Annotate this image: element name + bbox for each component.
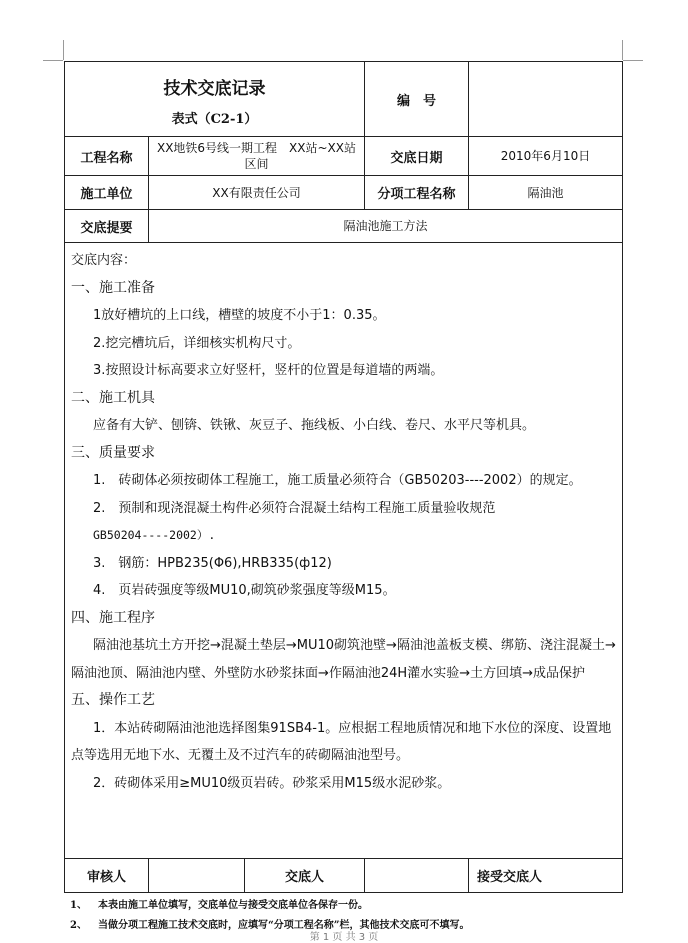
title-cell bbox=[65, 62, 365, 137]
receiver-label: 接受交底人 bbox=[469, 859, 623, 893]
crop-mark bbox=[622, 40, 623, 60]
prep-item-1: 1放好槽坑的上口线，槽壁的坡度不小于1：0.35。 bbox=[93, 308, 386, 323]
date-label: 交底日期 bbox=[365, 137, 469, 176]
reviewer-value[interactable] bbox=[149, 859, 245, 893]
procedure-text: 隔油池基坑土方开挖→混凝土垫层→MU10砌筑池壁→隔油池盖板支模、绑筋、浇注混凝土→隔油池顶、隔油池内壁、外壁防水砂浆抹面→作隔油池24H灌水实验→土方回填→成品保护 bbox=[71, 638, 616, 681]
prep-item-3: 3.按照设计标高要求立好竖杆，竖杆的位置是每道墙的两端。 bbox=[93, 363, 444, 378]
sub-project-value[interactable]: 隔油池 bbox=[469, 176, 623, 210]
section-title-procedure: 四、施工程序 bbox=[71, 609, 155, 626]
unit-value[interactable]: XX有限责任公司 bbox=[149, 176, 365, 210]
note-number: 2、 bbox=[70, 920, 87, 931]
process-item-1: 1．本站砖砌隔油池池选择图集91SB4-1。应根据工程地质情况和地下水位的深度、设置地点等选用无地下水、无覆土及不过汽车的砖砌隔油池型号。 bbox=[71, 720, 612, 763]
unit-label: 施工单位 bbox=[65, 176, 149, 210]
reviewer-label: 审核人 bbox=[65, 859, 149, 893]
date-value[interactable]: 2010年6月10日 bbox=[469, 137, 623, 176]
quality-item-1: 1. 砖砌体必须按砌体工程施工，施工质量必须符合（GB50203----2002）的规定。 bbox=[93, 473, 582, 488]
process-item-2: 2．砖砌体采用≥MU10级页岩砖。砂浆采用M15级水泥砂浆。 bbox=[93, 775, 451, 791]
quality-item-3: 3. 钢筋：HPB235(Φ6),HRB335(ф12) bbox=[93, 555, 332, 571]
content-intro: 交底内容： bbox=[71, 253, 137, 268]
number-label: 编 号 bbox=[365, 62, 469, 137]
quality-item-2-cont: GB50204----2002）. bbox=[93, 528, 216, 542]
tools-text: 应备有大铲、刨锛、铁锹、灰豆子、拖线板、小白线、卷尺、水平尺等机具。 bbox=[93, 418, 536, 433]
project-name-label: 工程名称 bbox=[65, 137, 149, 176]
topic-label: 交底提要 bbox=[65, 210, 149, 243]
section-title-prep: 一、施工准备 bbox=[71, 279, 155, 296]
discloser-label: 交底人 bbox=[245, 859, 365, 893]
form-code: 表式（C2-1） bbox=[171, 111, 258, 127]
sub-project-label: 分项工程名称 bbox=[365, 176, 469, 210]
prep-item-2: 2.挖完槽坑后，详细核实机构尺寸。 bbox=[93, 335, 301, 351]
discloser-value[interactable] bbox=[365, 859, 469, 893]
note-number: 1、 bbox=[70, 900, 87, 911]
page-footer: 第 1 页 共 3 页 bbox=[309, 932, 379, 943]
crop-mark bbox=[43, 60, 63, 61]
crop-mark bbox=[623, 60, 643, 61]
note-text: 本表由施工单位填写，交底单位与接受交底单位各保存一份。 bbox=[98, 900, 368, 911]
crop-mark bbox=[63, 40, 64, 60]
quality-item-2: 2. 预制和现浇混凝土构件必须符合混凝土结构工程施工质量验收规范 bbox=[93, 500, 496, 516]
quality-item-4: 4. 页岩砖强度等级MU10,砌筑砂浆强度等级M15。 bbox=[93, 583, 396, 598]
content-cell bbox=[65, 243, 623, 859]
section-title-quality: 三、质量要求 bbox=[71, 444, 155, 461]
number-value[interactable] bbox=[469, 62, 623, 137]
record-table bbox=[64, 61, 623, 893]
document-title: 技术交底记录 bbox=[163, 78, 266, 99]
section-title-process: 五、操作工艺 bbox=[71, 692, 155, 708]
topic-value[interactable]: 隔油池施工方法 bbox=[149, 210, 623, 243]
project-name-value[interactable]: XX地铁6号线一期工程 XX站~XX站区间 bbox=[149, 137, 365, 176]
note-item bbox=[70, 896, 620, 916]
note-text: 当做分项工程施工技术交底时，应填写“分项工程名称”栏，其他技术交底可不填写。 bbox=[98, 920, 470, 931]
section-title-tools: 二、施工机具 bbox=[71, 389, 155, 406]
